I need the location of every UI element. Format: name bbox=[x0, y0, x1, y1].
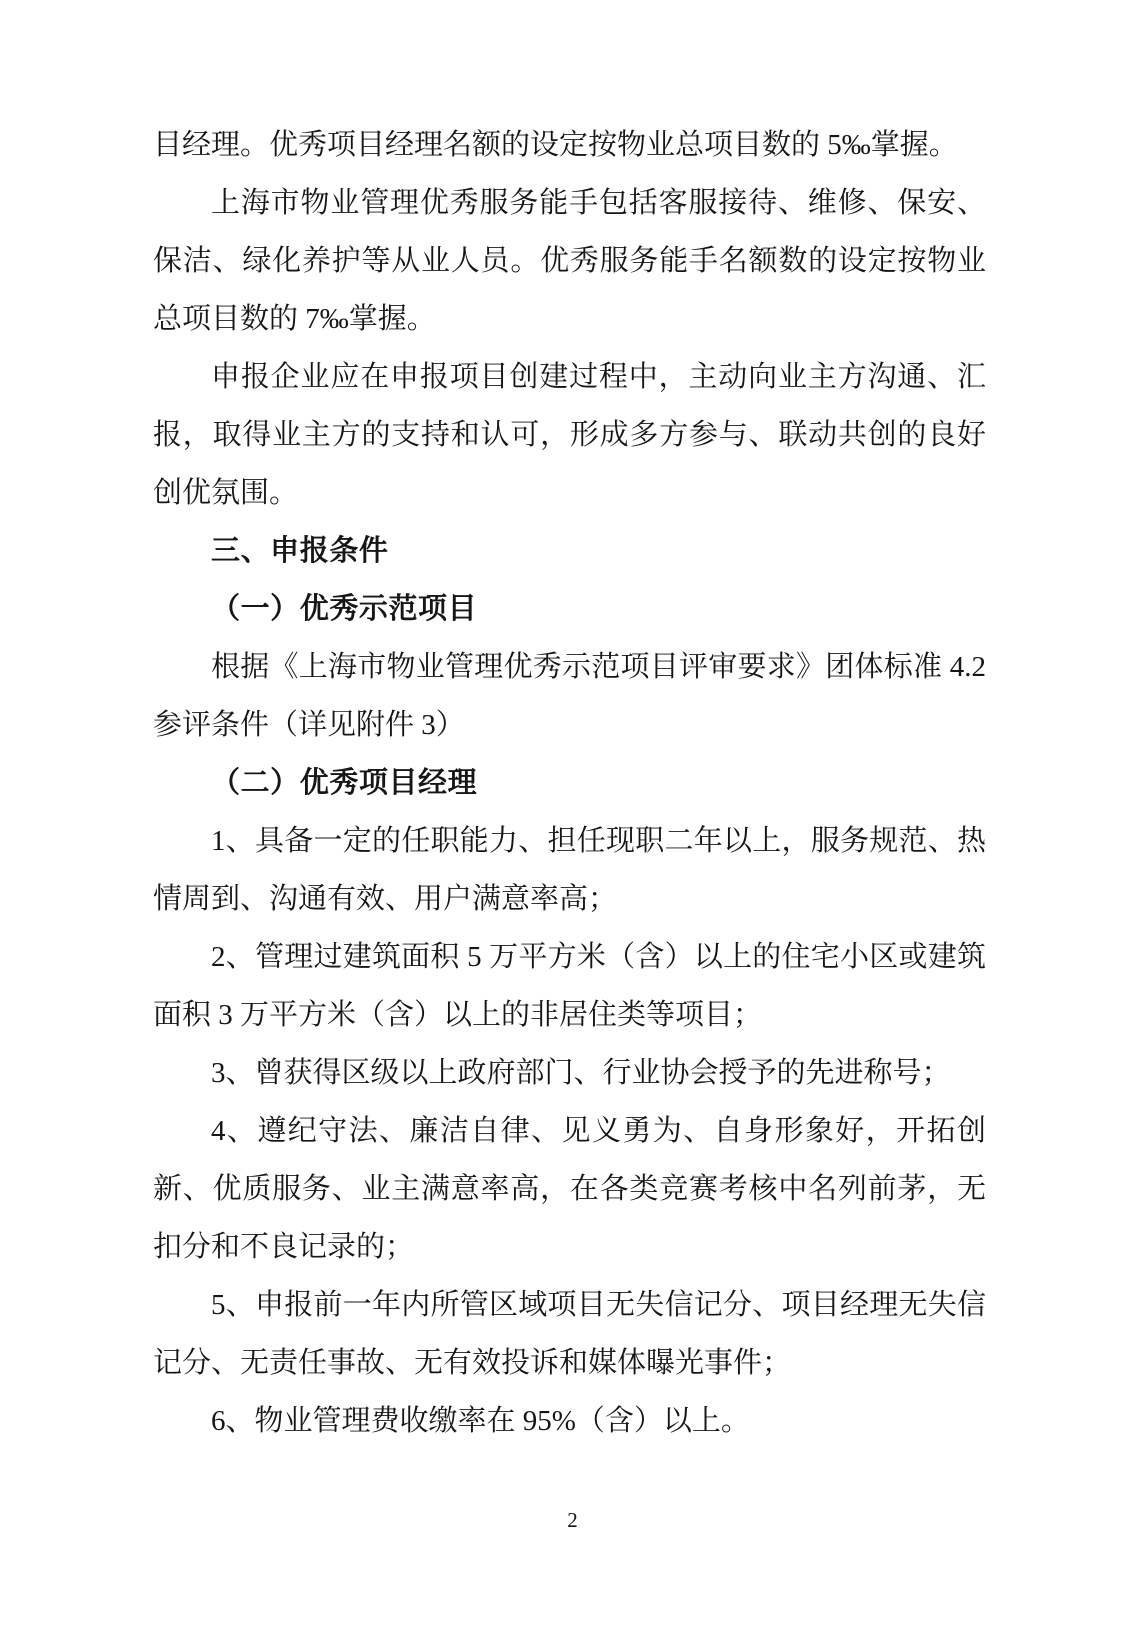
sub-heading: （二）优秀项目经理 bbox=[211, 767, 478, 799]
document-body bbox=[153, 116, 986, 1450]
paragraph: 申报企业应在申报项目创建过程中，主动向业主方沟通、汇报，取得业主方的支持和认可，形成多方参与、联动共创的良好创优氛围。 bbox=[153, 361, 986, 509]
paragraph: 1、具备一定的任职能力、担任现职二年以上，服务规范、热情周到、沟通有效、用户满意率高； bbox=[153, 825, 986, 915]
paragraph: 6、物业管理费收缴率在 95%（含）以上。 bbox=[211, 1405, 750, 1437]
paragraph: 目经理。优秀项目经理名额的设定按物业总项目数的 5‰掌握。 bbox=[153, 129, 958, 161]
page-footer bbox=[0, 1505, 1145, 1535]
paragraph: 根据《上海市物业管理优秀示范项目评审要求》团体标准 4.2 参评条件（详见附件 3） bbox=[153, 651, 986, 741]
paragraph: 3、曾获得区级以上政府部门、行业协会授予的先进称号； bbox=[211, 1057, 951, 1089]
paragraph: 4、遵纪守法、廉洁自律、见义勇为、自身形象好，开拓创新、优质服务、业主满意率高，在各类竞赛考核中名列前茅，无扣分和不良记录的； bbox=[153, 1115, 986, 1263]
paragraph: 5、申报前一年内所管区域项目无失信记分、项目经理无失信记分、无责任事故、无有效投诉和媒体曝光事件； bbox=[153, 1289, 986, 1379]
paragraph: 上海市物业管理优秀服务能手包括客服接待、维修、保安、保洁、绿化养护等从业人员。优秀服务能手名额数的设定按物业总项目数的 7‰掌握。 bbox=[153, 187, 986, 335]
page-number: 2 bbox=[567, 1508, 578, 1532]
paragraph: 2、管理过建筑面积 5 万平方米（含）以上的住宅小区或建筑面积 3 万平方米（含）以上的非居住类等项目； bbox=[153, 941, 986, 1031]
sub-heading: （一）优秀示范项目 bbox=[211, 593, 478, 625]
section-heading: 三、申报条件 bbox=[211, 535, 389, 567]
